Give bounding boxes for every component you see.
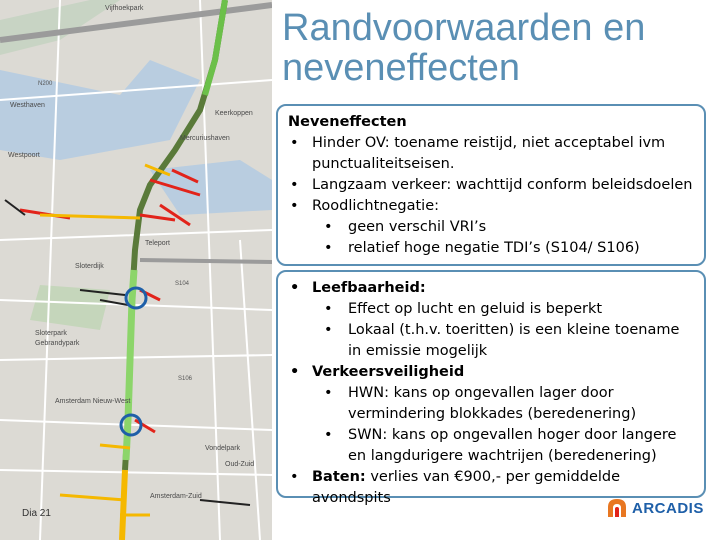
a10-road [140,260,272,262]
map-label: Amsterdam Nieuw-West [55,398,131,405]
sub-list-item: • HWN: kans op ongevallen lager door vermindering blokkades (beredenering) [288,383,694,425]
neveneffecten-box [276,104,706,266]
effects-list [288,278,694,509]
list-item-verkeersveiligheid: • Verkeersveiligheid [288,362,694,383]
corridor-yellow [122,470,125,540]
logo-text: ARCADIS [632,499,704,517]
map-label: Sloterpark [35,330,67,337]
list-item: • Hinder OV: toename reistijd, niet acceptabel ivm punctualiteitseisen. [288,133,694,175]
sub-list-item: • relatief hoge negatie TDI’s (S104/ S106) [288,238,694,259]
neveneffecten-list [288,133,694,259]
map-label: Westhaven [10,102,45,109]
map-label: Teleport [145,240,170,247]
title-line-2: neveneffecten [282,47,521,89]
list-item: • Langzaam verkeer: wachttijd conform beleidsdoelen [288,175,694,196]
sub-list-item: • SWN: kans op ongevallen hoger door langere en langdurigere wachtrijen (beredenering) [288,425,694,467]
arcadis-logo-icon [606,497,628,519]
slide-title [282,8,712,88]
sub-list-item: • Lokaal (t.h.v. toeritten) is een kleine toename in emissie mogelijk [288,320,694,362]
map-label: Oud-Zuid [225,461,255,468]
effects-box [276,270,706,506]
map-label: Mercuriushaven [180,135,230,142]
traffic-map [0,0,272,540]
map-label: Amsterdam-Zuid [150,493,202,500]
list-item-leefbaarheid: • Leefbaarheid: [288,278,694,299]
road-label: S104 [175,281,190,287]
road-label: N200 [38,81,53,87]
title-line-1: Randvoorwaarden en [282,7,646,49]
baten-label: Baten: [312,469,366,485]
baten-text: verlies van €900,- per gemiddelde avondspits [312,469,621,506]
sub-list-item: • Effect op lucht en geluid is beperkt [288,299,694,320]
road-label: S106 [178,376,193,382]
map-label: Vijfhoekpark [105,5,144,12]
list-item: • Roodlichtnegatie: [288,196,694,217]
sub-list-item: • geen verschil VRI’s [288,217,694,238]
map-label: Keerkoppen [215,110,253,117]
map-label: Sloterdijk [75,263,104,270]
slide-number: Dia 21 [22,508,51,519]
arcadis-logo [606,497,704,519]
map-label: Gebrandypark [35,340,80,347]
map-label: Vondelpark [205,445,241,452]
box-heading: Neveneffecten [288,114,407,130]
map-label: Westpoort [8,152,40,159]
